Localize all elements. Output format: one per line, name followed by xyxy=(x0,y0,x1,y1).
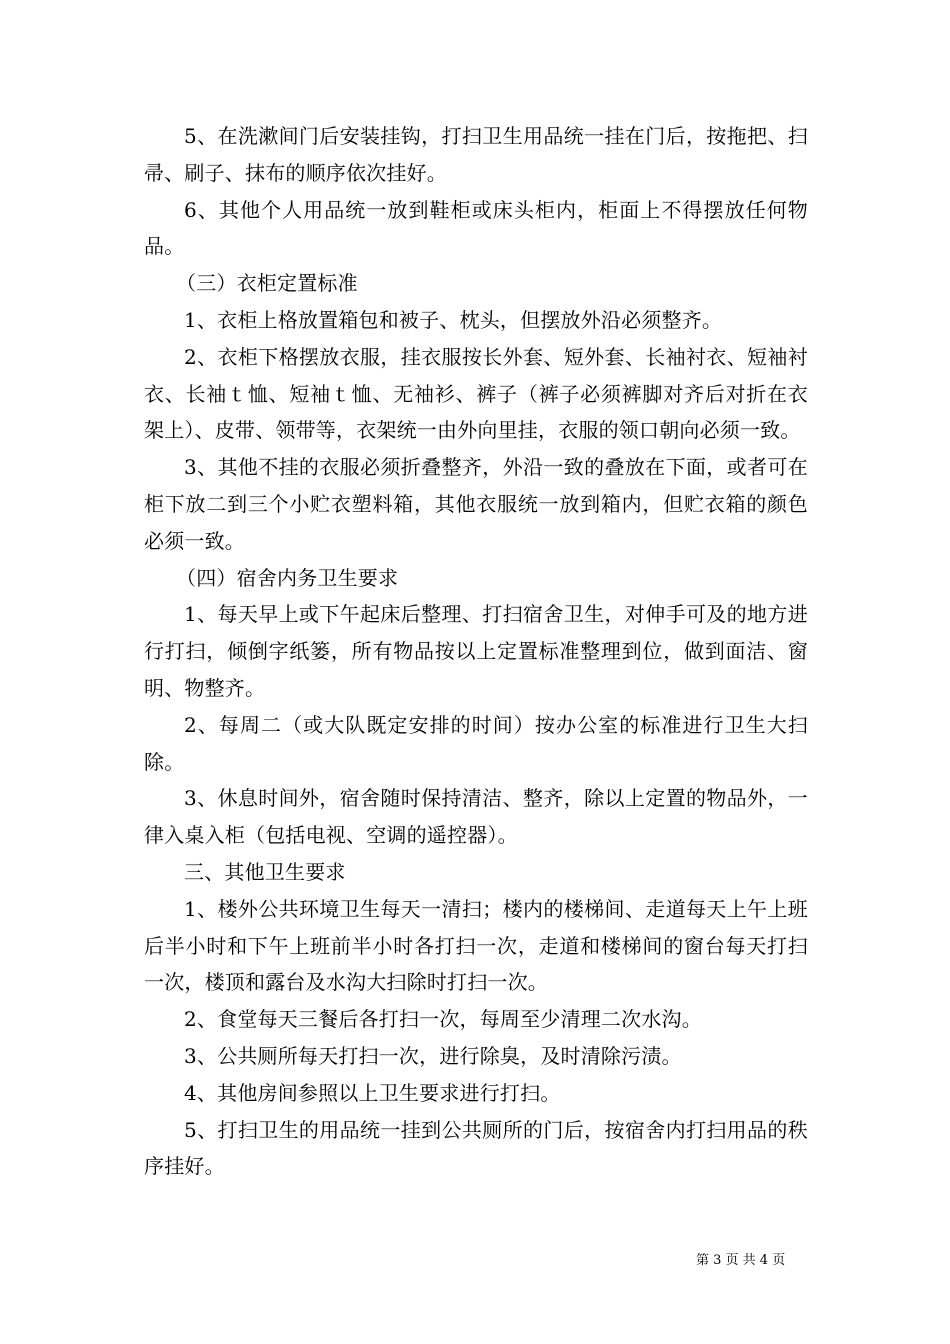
section-3-wardrobe: （三）衣柜定置标准 xyxy=(176,271,358,296)
section-three-other-hygiene: 三、其他卫生要求 xyxy=(184,859,346,884)
wardrobe-item-2: 2、衣柜下格摆放衣服，挂衣服按长外套、短外套、长袖衬衣、短袖衬衣、长袖ｔ恤、短袖ｔ恤、无袖衫、裤子（裤子必须裤脚对齐后对折在衣架上）、皮带、领带等，衣架统一由外向里挂，衣服的领口朝向必须一致。 xyxy=(144,344,808,443)
item-6-personal-items: 6、其他个人用品统一放到鞋柜或床头柜内，柜面上不得摆放任何物品。 xyxy=(144,197,808,259)
item-5-hooks: 5、在洗漱间门后安装挂钩，打扫卫生用品统一挂在门后，按拖把、扫帚、刷子、抹布的顺序依次挂好。 xyxy=(144,124,808,185)
other-item-1: 1、楼外公共环境卫生每天一清扫；楼内的楼梯间、走道每天上午上班后半小时和下午上班前半小时各打扫一次，走道和楼梯间的窗台每天打扫一次，楼顶和露台及水沟大扫除时打扫一次。 xyxy=(144,896,808,995)
dorm-item-2: 2、每周二（或大队既定安排的时间）按办公室的标准进行卫生大扫除。 xyxy=(144,712,808,774)
dorm-item-1: 1、每天早上或下午起床后整理、打扫宿舍卫生，对伸手可及的地方进行打扫，倾倒字纸篓，所有物品按以上定置标准整理到位，做到面洁、窗明、物整齐。 xyxy=(144,602,808,700)
other-item-4: 4、其他房间参照以上卫生要求进行打扫。 xyxy=(184,1080,561,1105)
wardrobe-item-3: 3、其他不挂的衣服必须折叠整齐，外沿一致的叠放在下面，或者可在柜下放二到三个小贮衣塑料箱，其他衣服统一放到箱内，但贮衣箱的颜色必须一致。 xyxy=(144,455,808,553)
other-item-5: 5、打扫卫生的用品统一挂到公共厕所的门后，按宿舍内打扫用品的秩序挂好。 xyxy=(144,1117,808,1179)
document-body xyxy=(144,118,808,1185)
other-item-3: 3、公共厕所每天打扫一次，进行除臭，及时清除污渍。 xyxy=(184,1043,682,1068)
section-4-dorm-hygiene: （四）宿舍内务卫生要求 xyxy=(176,565,399,590)
other-item-2: 2、食堂每天三餐后各打扫一次，每周至少清理二次水沟。 xyxy=(184,1007,702,1032)
page-number-footer: 第 3 页 共 4 页 xyxy=(696,1253,786,1268)
wardrobe-item-1: 1、衣柜上格放置箱包和被子、枕头，但摆放外沿必须整齐。 xyxy=(184,307,723,332)
dorm-item-3: 3、休息时间外，宿舍随时保持清洁、整齐，除以上定置的物品外，一律入桌入柜（包括电视、空调的遥控器）。 xyxy=(144,786,808,848)
